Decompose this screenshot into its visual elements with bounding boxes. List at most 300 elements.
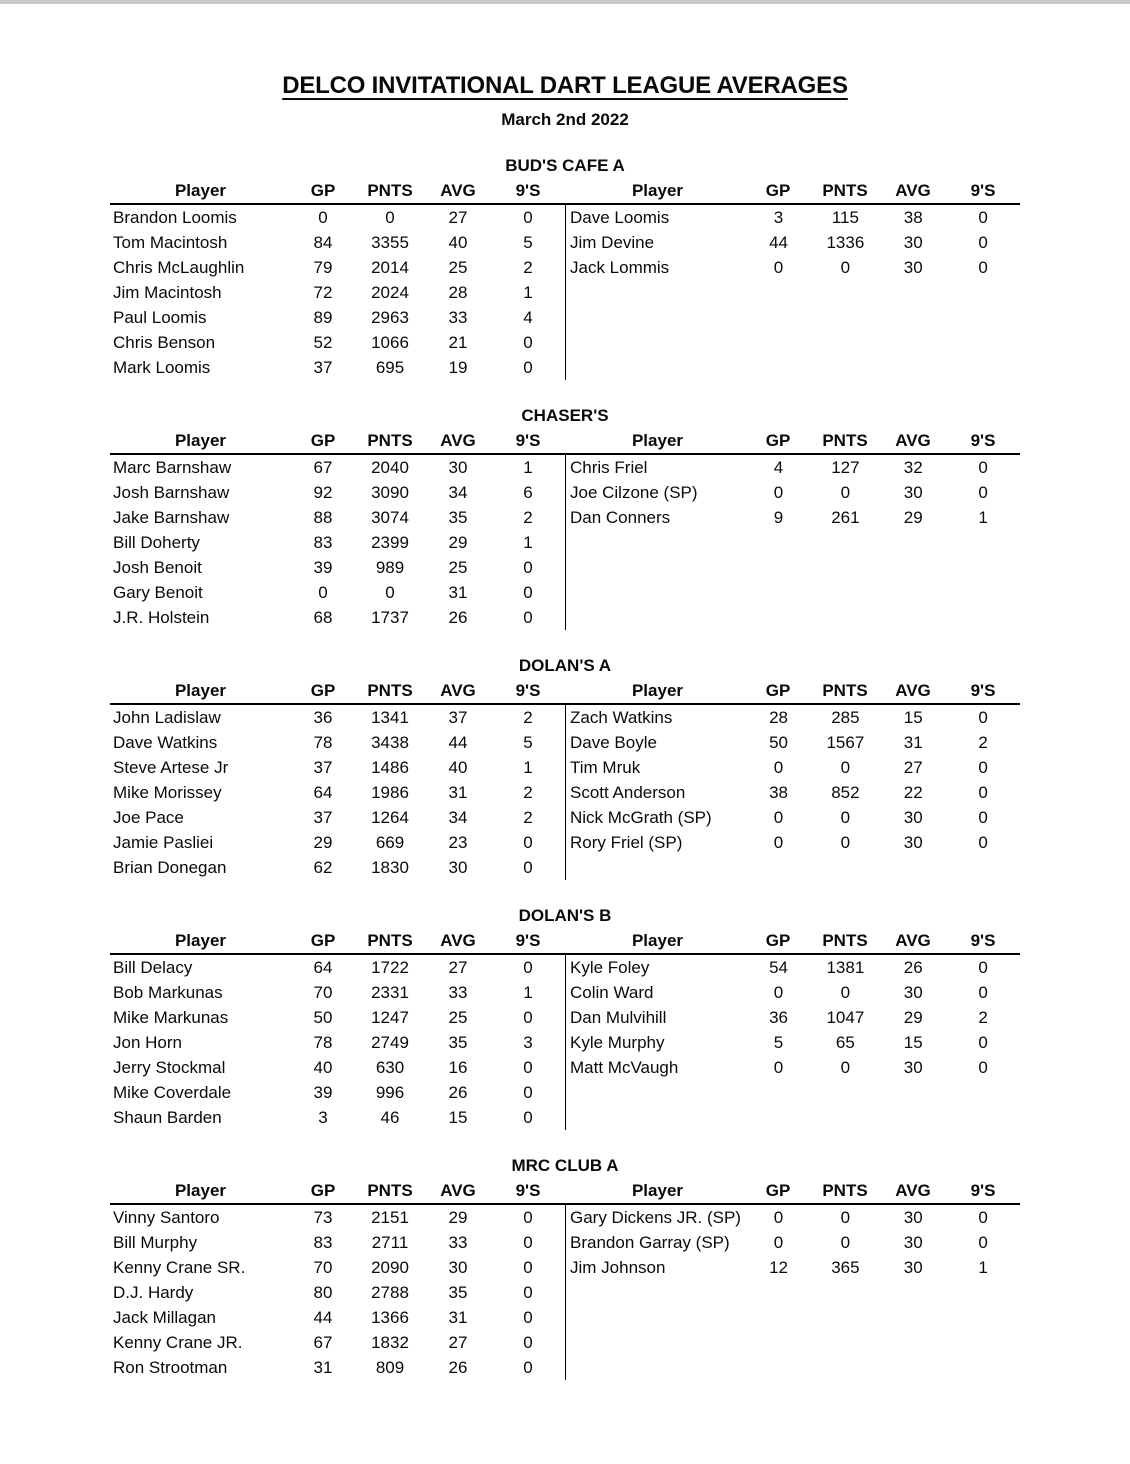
pnts-cell: 1047 xyxy=(826,1008,865,1027)
gp-cell: 50 xyxy=(769,733,788,752)
table-header-right xyxy=(565,428,1020,453)
table-row xyxy=(110,530,565,555)
team-sections xyxy=(110,154,1020,1380)
gp-cell: 67 xyxy=(313,1333,333,1352)
gp-cell: 3 xyxy=(318,1108,328,1127)
table-body-left xyxy=(110,705,565,880)
col-header-gp: GP xyxy=(310,681,336,700)
avg-cell: 38 xyxy=(903,208,923,227)
pnts-cell: 2090 xyxy=(371,1258,409,1277)
nines-cell: 0 xyxy=(978,458,988,477)
team-title: BUD'S CAFE A xyxy=(505,156,625,175)
table-row xyxy=(110,1005,565,1030)
table-row xyxy=(566,955,1020,980)
pnts-cell: 1830 xyxy=(371,858,409,877)
col-header-player: Player xyxy=(174,181,227,200)
table-body xyxy=(110,955,1020,1130)
pnts-cell: 285 xyxy=(831,708,860,727)
col-header-avg: AVG xyxy=(440,431,476,450)
pnts-cell: 1264 xyxy=(371,808,409,827)
table-row xyxy=(110,1230,565,1255)
gp-cell: 92 xyxy=(313,483,333,502)
player-name-cell: Rory Friel (SP) xyxy=(570,833,683,852)
avg-cell: 31 xyxy=(448,583,468,602)
pnts-cell: 809 xyxy=(375,1358,405,1377)
table-row xyxy=(110,1255,565,1280)
col-header-avg: AVG xyxy=(440,181,476,200)
pnts-cell: 1986 xyxy=(371,783,409,802)
gp-cell: 62 xyxy=(313,858,333,877)
pnts-cell: 115 xyxy=(831,208,859,227)
player-name-cell: Mike Morissey xyxy=(113,783,222,802)
gp-cell: 73 xyxy=(313,1208,333,1227)
pnts-cell: 1381 xyxy=(826,958,865,977)
table-row xyxy=(110,1030,565,1055)
table-header-right xyxy=(565,178,1020,203)
col-header-player: Player xyxy=(631,681,684,700)
col-header-pnts: PNTS xyxy=(367,681,413,700)
table-body-right xyxy=(565,955,1020,1130)
table-row xyxy=(566,455,1020,480)
pnts-cell: 0 xyxy=(840,483,851,502)
table-row xyxy=(110,580,565,605)
nines-cell: 0 xyxy=(978,233,988,252)
col-header-avg: AVG xyxy=(895,1181,931,1200)
avg-cell: 30 xyxy=(903,808,923,827)
table-row xyxy=(566,755,1020,780)
nines-cell: 3 xyxy=(523,1033,533,1052)
pnts-cell: 630 xyxy=(375,1058,405,1077)
pnts-cell: 2024 xyxy=(371,283,409,302)
gp-cell: 89 xyxy=(313,308,333,327)
player-name-cell: Dave Boyle xyxy=(570,733,657,752)
avg-cell: 31 xyxy=(448,1308,468,1327)
col-header-avg: AVG xyxy=(895,681,931,700)
table-row xyxy=(110,355,565,380)
avg-cell: 29 xyxy=(903,1008,923,1027)
table-row xyxy=(110,330,565,355)
table-row xyxy=(110,805,565,830)
pnts-cell: 2749 xyxy=(371,1033,409,1052)
player-name-cell: Dan Conners xyxy=(570,508,671,527)
gp-cell: 44 xyxy=(313,1308,333,1327)
table-row xyxy=(110,1305,565,1330)
avg-cell: 27 xyxy=(903,758,923,777)
player-name-cell: Joe Pace xyxy=(113,808,184,827)
table-header-left xyxy=(110,428,565,453)
pnts-cell: 65 xyxy=(835,1033,855,1052)
avg-cell: 30 xyxy=(903,1233,923,1252)
table-body xyxy=(110,455,1020,630)
table-body-left xyxy=(110,205,565,380)
avg-cell: 35 xyxy=(448,508,468,527)
nines-cell: 2 xyxy=(523,708,533,727)
nines-cell: 1 xyxy=(523,758,533,777)
pnts-cell: 2788 xyxy=(371,1283,409,1302)
nines-cell: 1 xyxy=(523,983,533,1002)
pnts-cell: 669 xyxy=(375,833,405,852)
nines-cell: 1 xyxy=(978,1258,988,1277)
table-row xyxy=(110,780,565,805)
col-header-gp: GP xyxy=(310,431,336,450)
nines-cell: 0 xyxy=(523,858,533,877)
col-header-avg: AVG xyxy=(440,931,476,950)
pnts-cell: 1341 xyxy=(371,708,409,727)
table-row xyxy=(566,480,1020,505)
col-header-pnts: PNTS xyxy=(822,181,868,200)
player-name-cell: Paul Loomis xyxy=(113,308,207,327)
player-name-cell: D.J. Hardy xyxy=(113,1283,194,1302)
nines-cell: 0 xyxy=(523,1083,533,1102)
col-header-nines: 9'S xyxy=(970,1181,996,1200)
table-row xyxy=(566,705,1020,730)
player-name-cell: Colin Ward xyxy=(570,983,654,1002)
col-header-player: Player xyxy=(631,181,684,200)
nines-cell: 0 xyxy=(523,208,533,227)
pnts-cell: 0 xyxy=(385,583,395,602)
gp-cell: 44 xyxy=(769,233,788,252)
table-row xyxy=(110,305,565,330)
avg-cell: 25 xyxy=(448,558,468,577)
table-header-left xyxy=(110,678,565,703)
avg-cell: 35 xyxy=(448,1033,468,1052)
pnts-cell: 1722 xyxy=(371,958,409,977)
pnts-cell: 3074 xyxy=(371,508,409,527)
table-body-right xyxy=(565,455,1020,630)
table-row xyxy=(110,455,565,480)
gp-cell: 88 xyxy=(313,508,333,527)
table-row xyxy=(110,205,565,230)
nines-cell: 0 xyxy=(978,758,988,777)
table-header-right xyxy=(565,928,1020,953)
gp-cell: 79 xyxy=(313,258,333,277)
player-name-cell: Tom Macintosh xyxy=(113,233,228,252)
nines-cell: 0 xyxy=(978,1208,988,1227)
table-row xyxy=(110,855,565,880)
nines-cell: 0 xyxy=(523,1108,533,1127)
avg-cell: 29 xyxy=(448,1208,468,1227)
page-title: DELCO INVITATIONAL DART LEAGUE AVERAGES xyxy=(282,72,848,99)
table-row xyxy=(110,830,565,855)
gp-cell: 70 xyxy=(313,983,333,1002)
col-header-pnts: PNTS xyxy=(367,931,413,950)
avg-cell: 21 xyxy=(448,333,468,352)
player-name-cell: Matt McVaugh xyxy=(570,1058,679,1077)
pnts-cell: 2399 xyxy=(371,533,409,552)
player-name-cell: Dave Watkins xyxy=(113,733,218,752)
avg-cell: 15 xyxy=(903,1033,923,1052)
col-header-gp: GP xyxy=(310,1181,336,1200)
pnts-cell: 0 xyxy=(840,983,851,1002)
pnts-cell: 996 xyxy=(375,1083,405,1102)
player-name-cell: Jamie Pasliei xyxy=(113,833,214,852)
col-header-pnts: PNTS xyxy=(822,1181,868,1200)
player-name-cell: Chris Benson xyxy=(113,333,216,352)
player-name-cell: Jerry Stockmal xyxy=(113,1058,226,1077)
pnts-cell: 0 xyxy=(840,1233,851,1252)
avg-cell: 29 xyxy=(903,508,923,527)
pnts-cell: 0 xyxy=(840,758,851,777)
col-header-gp: GP xyxy=(765,181,791,200)
pnts-cell: 2331 xyxy=(371,983,409,1002)
player-name-cell: Ron Strootman xyxy=(113,1358,228,1377)
player-name-cell: Kyle Foley xyxy=(570,958,650,977)
team-title: DOLAN'S A xyxy=(518,656,612,675)
table-row xyxy=(566,1055,1020,1080)
table-body-right xyxy=(565,705,1020,880)
pnts-cell: 1336 xyxy=(826,233,865,252)
col-header-avg: AVG xyxy=(895,181,931,200)
pnts-cell: 0 xyxy=(385,208,395,227)
player-name-cell: Tim Mruk xyxy=(570,758,641,777)
col-header-player: Player xyxy=(631,1181,684,1200)
pnts-cell: 46 xyxy=(380,1108,400,1127)
nines-cell: 1 xyxy=(523,533,533,552)
gp-cell: 0 xyxy=(773,483,784,502)
gp-cell: 36 xyxy=(769,1008,788,1027)
col-header-pnts: PNTS xyxy=(367,181,413,200)
player-name-cell: Steve Artese Jr xyxy=(113,758,229,777)
col-header-pnts: PNTS xyxy=(822,931,868,950)
team-section xyxy=(110,904,1020,1130)
avg-cell: 34 xyxy=(448,483,468,502)
player-name-cell: Gary Dickens JR. (SP) xyxy=(570,1208,741,1227)
player-name-cell: Mike Coverdale xyxy=(113,1083,232,1102)
avg-cell: 15 xyxy=(903,708,923,727)
player-name-cell: Bob Markunas xyxy=(113,983,223,1002)
gp-cell: 0 xyxy=(773,258,784,277)
avg-cell: 27 xyxy=(448,958,468,977)
avg-cell: 33 xyxy=(448,983,468,1002)
player-name-cell: Vinny Santoro xyxy=(113,1208,220,1227)
nines-cell: 0 xyxy=(978,1233,988,1252)
nines-cell: 0 xyxy=(523,1008,533,1027)
avg-cell: 26 xyxy=(448,1358,468,1377)
nines-cell: 0 xyxy=(523,558,533,577)
pnts-cell: 1066 xyxy=(371,333,409,352)
player-name-cell: Marc Barnshaw xyxy=(113,458,232,477)
table-row xyxy=(110,555,565,580)
nines-cell: 5 xyxy=(523,233,533,252)
col-header-gp: GP xyxy=(310,181,336,200)
table-row xyxy=(566,730,1020,755)
nines-cell: 0 xyxy=(978,983,988,1002)
table-header xyxy=(110,178,1020,205)
player-name-cell: Kyle Murphy xyxy=(570,1033,665,1052)
avg-cell: 31 xyxy=(448,783,468,802)
player-name-cell: Jim Johnson xyxy=(570,1258,666,1277)
gp-cell: 78 xyxy=(313,1033,333,1052)
gp-cell: 67 xyxy=(313,458,333,477)
gp-cell: 50 xyxy=(313,1008,333,1027)
gp-cell: 84 xyxy=(313,233,333,252)
col-header-nines: 9'S xyxy=(515,681,541,700)
player-name-cell: Jack Lommis xyxy=(570,258,670,277)
table-header xyxy=(110,428,1020,455)
nines-cell: 2 xyxy=(978,1008,988,1027)
table-row xyxy=(566,255,1020,280)
col-header-nines: 9'S xyxy=(515,431,541,450)
avg-cell: 26 xyxy=(448,608,468,627)
player-name-cell: Kenny Crane JR. xyxy=(113,1333,243,1352)
gp-cell: 3 xyxy=(773,208,784,227)
player-name-cell: Jim Macintosh xyxy=(113,283,222,302)
player-name-cell: Jon Horn xyxy=(113,1033,182,1052)
team-title: CHASER'S xyxy=(521,406,609,425)
player-name-cell: J.R. Holstein xyxy=(113,608,210,627)
gp-cell: 12 xyxy=(769,1258,788,1277)
avg-cell: 19 xyxy=(448,358,468,377)
gp-cell: 28 xyxy=(769,708,788,727)
table-body xyxy=(110,205,1020,380)
avg-cell: 30 xyxy=(903,258,923,277)
player-name-cell: Josh Benoit xyxy=(113,558,202,577)
table-row xyxy=(566,980,1020,1005)
col-header-pnts: PNTS xyxy=(822,431,868,450)
table-row xyxy=(110,230,565,255)
col-header-player: Player xyxy=(174,931,227,950)
player-name-cell: Kenny Crane SR. xyxy=(113,1258,246,1277)
avg-cell: 44 xyxy=(448,733,468,752)
team-title: MRC CLUB A xyxy=(511,1156,619,1175)
table-row xyxy=(566,780,1020,805)
avg-cell: 30 xyxy=(448,858,468,877)
nines-cell: 1 xyxy=(523,458,533,477)
player-name-cell: Jack Millagan xyxy=(113,1308,216,1327)
gp-cell: 0 xyxy=(318,208,328,227)
player-name-cell: Dan Mulvihill xyxy=(570,1008,667,1027)
pnts-cell: 1366 xyxy=(371,1308,409,1327)
col-header-gp: GP xyxy=(765,431,791,450)
gp-cell: 38 xyxy=(769,783,788,802)
table-row xyxy=(110,730,565,755)
avg-cell: 30 xyxy=(903,983,923,1002)
gp-cell: 0 xyxy=(773,808,784,827)
table-row xyxy=(110,1205,565,1230)
avg-cell: 30 xyxy=(448,1258,468,1277)
avg-cell: 35 xyxy=(448,1283,468,1302)
gp-cell: 83 xyxy=(313,533,333,552)
table-row xyxy=(566,230,1020,255)
pnts-cell: 695 xyxy=(375,358,405,377)
table-row xyxy=(110,755,565,780)
avg-cell: 33 xyxy=(448,1233,468,1252)
pnts-cell: 2711 xyxy=(371,1233,409,1252)
avg-cell: 31 xyxy=(903,733,923,752)
table-header xyxy=(110,928,1020,955)
col-header-player: Player xyxy=(174,1181,227,1200)
col-header-nines: 9'S xyxy=(970,681,996,700)
gp-cell: 0 xyxy=(773,758,784,777)
col-header-nines: 9'S xyxy=(515,181,541,200)
player-name-cell: Brandon Garray (SP) xyxy=(570,1233,730,1252)
player-name-cell: Jim Devine xyxy=(570,233,655,252)
player-name-cell: Zach Watkins xyxy=(570,708,673,727)
avg-cell: 32 xyxy=(903,458,923,477)
table-row xyxy=(110,1330,565,1355)
player-name-cell: Chris Friel xyxy=(570,458,648,477)
col-header-nines: 9'S xyxy=(970,931,996,950)
gp-cell: 0 xyxy=(773,1233,784,1252)
player-name-cell: Bill Doherty xyxy=(113,533,200,552)
col-header-nines: 9'S xyxy=(970,431,996,450)
nines-cell: 0 xyxy=(978,483,988,502)
col-header-avg: AVG xyxy=(895,431,931,450)
nines-cell: 0 xyxy=(523,1208,533,1227)
nines-cell: 0 xyxy=(978,1058,988,1077)
table-body-right xyxy=(565,1205,1020,1380)
avg-cell: 25 xyxy=(448,1008,468,1027)
gp-cell: 64 xyxy=(313,958,333,977)
col-header-pnts: PNTS xyxy=(367,431,413,450)
player-name-cell: Gary Benoit xyxy=(113,583,203,602)
gp-cell: 68 xyxy=(313,608,333,627)
table-row xyxy=(110,955,565,980)
table-header xyxy=(110,678,1020,705)
table-row xyxy=(110,480,565,505)
table-header-right xyxy=(565,678,1020,703)
gp-cell: 83 xyxy=(313,1233,333,1252)
gp-cell: 78 xyxy=(313,733,333,752)
pnts-cell: 1737 xyxy=(371,608,409,627)
table-row xyxy=(566,830,1020,855)
table-row xyxy=(110,1355,565,1380)
nines-cell: 2 xyxy=(523,783,533,802)
gp-cell: 54 xyxy=(769,958,788,977)
nines-cell: 0 xyxy=(978,783,988,802)
nines-cell: 0 xyxy=(523,1333,533,1352)
table-row xyxy=(566,505,1020,530)
gp-cell: 36 xyxy=(313,708,333,727)
nines-cell: 0 xyxy=(523,958,533,977)
avg-cell: 23 xyxy=(448,833,468,852)
col-header-nines: 9'S xyxy=(515,931,541,950)
player-name-cell: Joe Cilzone (SP) xyxy=(570,483,698,502)
table-row xyxy=(566,805,1020,830)
pnts-cell: 0 xyxy=(840,833,851,852)
gp-cell: 70 xyxy=(313,1258,333,1277)
table-body-right xyxy=(565,205,1020,380)
avg-cell: 30 xyxy=(903,483,923,502)
pnts-cell: 127 xyxy=(831,458,860,477)
col-header-pnts: PNTS xyxy=(367,1181,413,1200)
pnts-cell: 0 xyxy=(840,1058,851,1077)
team-section xyxy=(110,654,1020,880)
nines-cell: 0 xyxy=(523,1233,533,1252)
avg-cell: 37 xyxy=(448,708,468,727)
table-row xyxy=(110,1280,565,1305)
pnts-cell: 1832 xyxy=(371,1333,409,1352)
col-header-player: Player xyxy=(174,431,227,450)
pnts-cell: 989 xyxy=(375,558,405,577)
nines-cell: 0 xyxy=(978,808,988,827)
player-name-cell: Mark Loomis xyxy=(113,358,211,377)
col-header-pnts: PNTS xyxy=(822,681,868,700)
col-header-nines: 9'S xyxy=(515,1181,541,1200)
nines-cell: 0 xyxy=(978,258,988,277)
table-row xyxy=(110,1055,565,1080)
table-body-left xyxy=(110,455,565,630)
nines-cell: 0 xyxy=(523,1358,533,1377)
table-row xyxy=(566,1030,1020,1055)
table-header-left xyxy=(110,928,565,953)
avg-cell: 26 xyxy=(903,958,923,977)
player-name-cell: Jake Barnshaw xyxy=(113,508,230,527)
avg-cell: 22 xyxy=(903,783,923,802)
nines-cell: 0 xyxy=(523,1308,533,1327)
nines-cell: 0 xyxy=(523,1058,533,1077)
gp-cell: 64 xyxy=(313,783,333,802)
